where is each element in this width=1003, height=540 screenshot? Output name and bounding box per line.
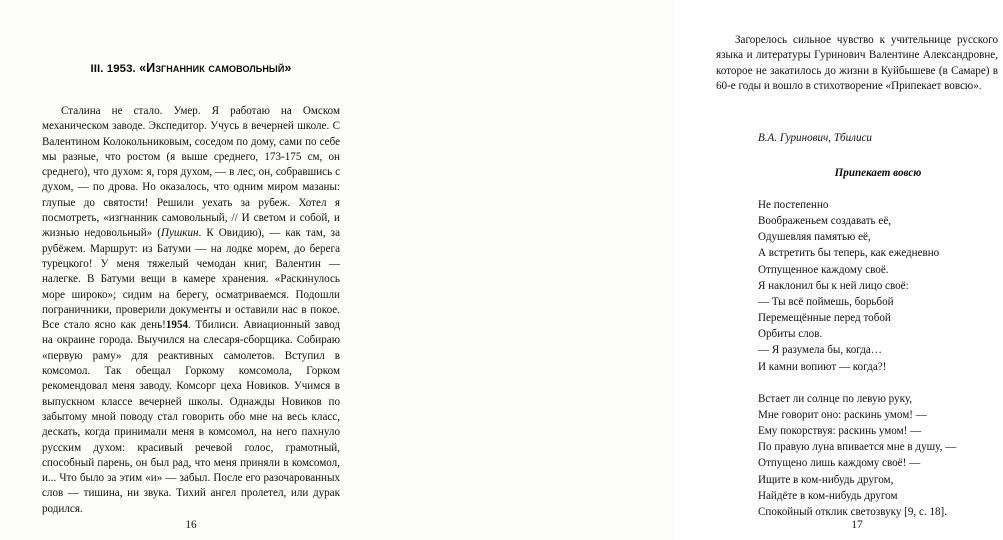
- right-page-body-text: [716, 33, 998, 94]
- poem-line: Спокойный отклик светозвуку [9, с. 18].: [758, 505, 947, 518]
- poem-line: — Я разумела бы, когда…: [758, 344, 882, 357]
- chapter-heading-number: III. 1953.: [90, 63, 136, 75]
- poem-line: А встретить бы теперь, как ежедневно: [758, 247, 940, 260]
- poem-line: Мне говорит оно: раскинь умом! —: [758, 409, 927, 422]
- bold-run: 1954: [165, 319, 189, 332]
- text-run: . К Овидию), — как там, за рубёжем. Маршрут: из Батуми — на лодке морем, до берега турецкого! У меня тяжелый чемодан книг, Валентин — налегке. В Батуми вещи в камере хранения. «Раскинулось море широко»; сидим на берегу, осматриваемся. Подошли пограничники, проверили документы и оставили нас в покое. Все стало ясно как день!: [42, 227, 340, 332]
- chapter-heading-title: «Изгнанник самовольный»: [139, 61, 292, 75]
- poem-line: Я наклонил бы к ней лицо своё:: [758, 279, 909, 292]
- page-number-right: 17: [851, 519, 863, 531]
- poem-line: Отпущено лишь каждому своё! —: [758, 457, 921, 470]
- chapter-heading: [42, 61, 340, 75]
- poem-line: Ищите в ком-нибудь другом,: [758, 473, 894, 486]
- left-page-body-text: [42, 104, 340, 517]
- poem-line: Воображеньем создавать её,: [758, 215, 892, 228]
- poem-line: Найдёте в ком-нибудь другом: [758, 489, 898, 502]
- poem-line: Встает ли солнце по левую руку,: [758, 392, 913, 405]
- emphasis-run: Пушкин: [160, 227, 199, 240]
- poem-line: Не постепенно: [758, 199, 829, 211]
- poem-title: Припекает вовсю: [834, 167, 922, 179]
- poem-line: Ему покорствуя: раскинь умом! —: [758, 425, 922, 438]
- right-paragraph: [716, 33, 998, 94]
- stanza-break: [758, 375, 1003, 391]
- left-page: [0, 0, 341, 540]
- page-number-left: 16: [185, 519, 197, 531]
- text-run: . Тбилиси. Авиационный завод на окраине города. Выучился на слесаря-сборщика. Собираю «первую раму» для реактивных самолетов. Вступил в комсомол. Так обещал Горкому комсомола, Горком рекомендовал меня заводу. Комсорг цеха Новиков. Учимся в выпускном классе вечерней школы. Однажды Новиков по забытому мной поводу стал говорить обо мне на весь класс, дескать, когда принимали меня в комсомол, на него пахнуло русским духом: красивый речевой голос, грамотный, способный парень, он был рад, что меня приняли в комсомол, и... Что было за этим «и» — забыл. После его разочарованных слов — тишина, ни звука. Тихий ангел пролетел, или дурак родился.: [42, 319, 341, 515]
- left-paragraph: [42, 104, 340, 517]
- poem-attribution: В.А. Гуринович, Тбилиси: [758, 132, 872, 144]
- text-run: Сталина не стало. Умер. Я работаю на Омском механическом заводе. Экспедитор. Учусь в вечерней школе. С Валентином Колокольниковым, соседом по дому, сами по себе мы разные, что ростом (я выше среднего, 173-175 см, он среднего), что духом: я, горя духом, — в лес, он, собравшись с духом, — по дрова. Но оказалось, что одним миром мазаны: глупые до святости! Решили уехать за рубеж. Хотел я посмотреть, «изгнанник самовольный, // И светом и собой, и жизнью недовольный» (: [42, 105, 340, 240]
- text-run: Загорелось сильное чувство к учительнице русского языка и литературы Гуринович Валентине Александровне, которое не закатилось до жизни в Куйбышеве (в Самаре) в 60-е годы и вошло в стихотворение «Припекает вовсю».: [716, 34, 998, 92]
- poem-line: По правую луна впивается мне в душу, —: [758, 441, 957, 454]
- poem-line: И камни вопиют — когда?!: [758, 360, 887, 373]
- poem-line: Отпущенное каждому своё.: [758, 263, 889, 276]
- poem-line: Одушевляя памятью её,: [758, 231, 871, 244]
- poem-line: Перемещённые перед тобой: [758, 312, 891, 325]
- poem-line: — Ты всё поймешь, борьбой: [758, 295, 894, 308]
- right-page: [338, 0, 998, 540]
- poem-body: [758, 197, 1003, 520]
- poem-line: Орбиты слов.: [758, 328, 823, 341]
